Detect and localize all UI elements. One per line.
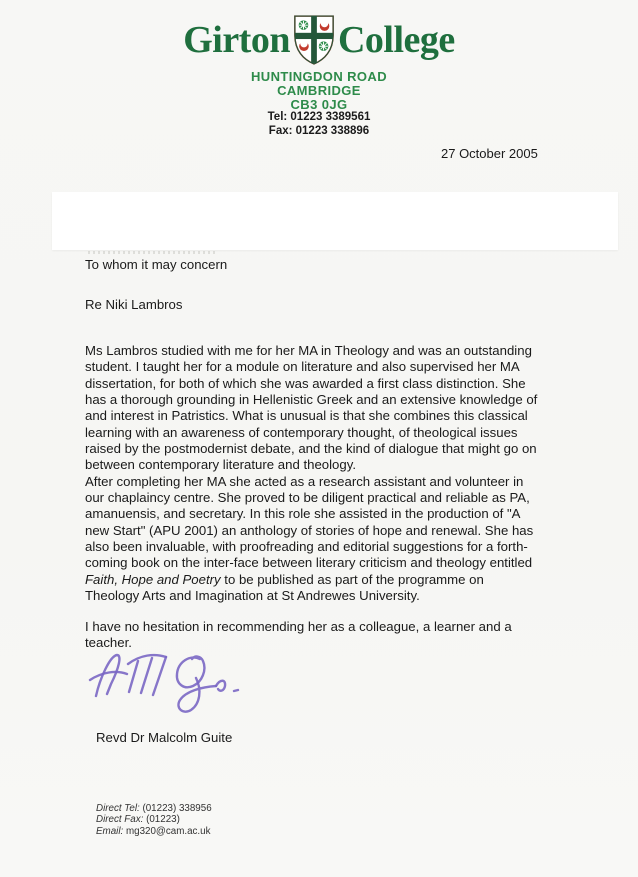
contact-label: Direct Fax: — [96, 814, 144, 826]
body-line: Ms Lambros studied with me for her MA in Theology and was an outstanding — [85, 343, 532, 358]
body-line: dissertation, for both of which she was awarded a first class distinction. She — [85, 375, 526, 391]
address-line: HUNTINGDON ROAD — [251, 69, 387, 84]
logo-word-girton: Girton — [183, 19, 290, 61]
closing-line: I have no hesitation in recommending her as a colleague, a learner and a — [85, 619, 512, 634]
signature-ink — [88, 646, 258, 722]
body-line: new Start" (APU 2001) an anthology of stories of hope and renewal. She has — [85, 522, 534, 538]
letter-body — [85, 343, 585, 605]
salutation: To whom it may concern — [85, 257, 228, 272]
contact-footer — [96, 803, 212, 837]
contact-value: mg320@cam.ac.uk — [123, 825, 211, 837]
letter-date: 27 October 2005 — [441, 146, 538, 161]
contact-label: Direct Tel: — [96, 803, 140, 814]
redacted-address-block — [52, 192, 618, 250]
closing-line: teacher. — [85, 635, 132, 651]
college-tel: Tel: 01223 3389561 — [267, 111, 371, 123]
body-line: After completing her MA she acted as a research assistant and volunteer in — [85, 473, 524, 489]
subject-line: Re Niki Lambros — [85, 297, 183, 312]
body-line: between contemporary literature and theology. — [85, 457, 356, 473]
body-line-with-book-title — [85, 572, 585, 588]
address-line: CB3 0JG — [290, 97, 348, 112]
body-line: also been invaluable, with proofreading and editorial suggestions for a forth- — [85, 539, 528, 555]
body-last-line: Theology Arts and Imagination at St Andrewes University. — [85, 588, 420, 604]
body-line: raised by the postmodernist debate, and the kind of dialogue that might go on — [85, 441, 537, 457]
book-title-italic: Faith, Hope and Poetry — [85, 571, 221, 587]
body-line: and interest in Patristics. What is unusual is that she combines this classical — [85, 408, 528, 424]
body-line: our chaplaincy centre. She proved to be diligent practical and reliable as PA, — [85, 490, 530, 506]
body-paragraph — [85, 343, 585, 572]
contact-value: (01223) — [143, 814, 180, 826]
body-line-remainder: to be published as part of the programme on — [220, 571, 484, 587]
logo-word-college: College — [337, 19, 455, 61]
scan-smudge — [88, 251, 216, 254]
contact-footer-line — [96, 814, 212, 825]
body-line: amanuensis, and secretary. In this role she assisted in the production of "A — [85, 506, 521, 522]
signatory-name: Revd Dr Malcolm Guite — [96, 730, 233, 745]
body-line: student. I taught her for a module on literature and also supervised her MA — [85, 359, 520, 375]
college-fax: Fax: 01223 338896 — [268, 124, 370, 137]
college-phone-block — [0, 111, 638, 138]
contact-footer-line — [96, 803, 212, 814]
contact-label: Email: — [96, 825, 124, 837]
contact-value: (01223) 338956 — [139, 803, 212, 814]
address-line: CAMBRIDGE — [277, 83, 361, 98]
body-line: coming book on the inter-face between literary criticism and theology entitled — [85, 555, 533, 571]
college-logo — [0, 14, 638, 66]
college-crest-icon — [292, 14, 336, 66]
body-line: learning with an awareness of contemporary thought, of theological issues — [85, 424, 518, 440]
contact-footer-line — [96, 826, 212, 837]
body-line: has a thorough grounding in Hellenistic Greek and an extensive knowledge of — [85, 392, 538, 408]
college-address — [0, 70, 638, 112]
